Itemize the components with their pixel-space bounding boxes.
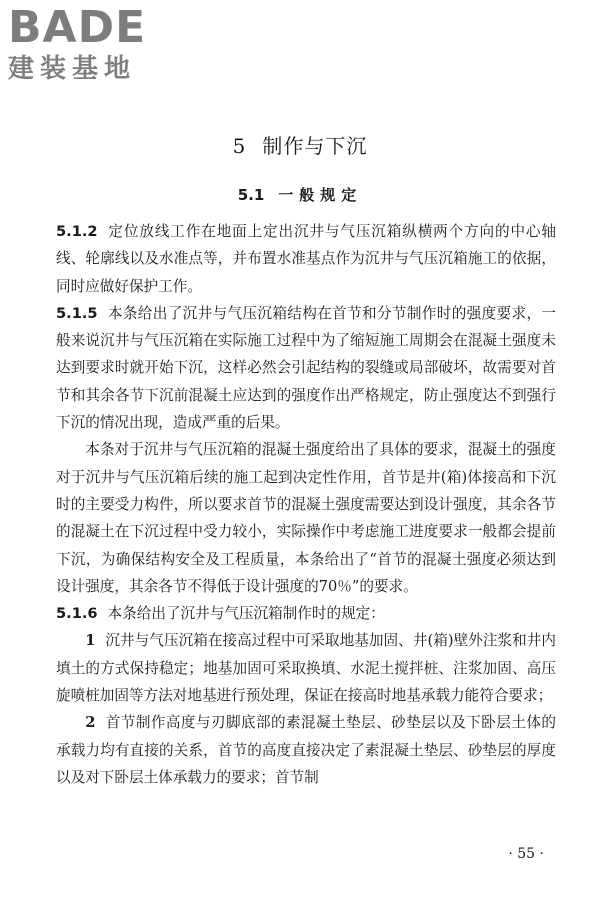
body-text: [56, 218, 556, 791]
section-number: 5.1: [237, 186, 265, 204]
clause-paragraph: [56, 218, 556, 300]
clause-number: 5.1.6: [56, 605, 98, 623]
paragraph-text: 定位放线工作在地面上定出沉井与气压沉箱纵横两个方向的中心轴线、轮廓线以及水准点等，并布置水准基点作为沉井与气压沉箱施工的依据，同时应做好保护工作。: [56, 223, 556, 295]
list-item: [56, 709, 556, 791]
list-item: [56, 627, 556, 709]
item-number: 1: [85, 632, 96, 650]
logo-subtitle: 建装基地: [8, 54, 137, 84]
body-paragraph: [56, 436, 556, 600]
clause-paragraph: [56, 600, 556, 627]
clause-paragraph: [56, 300, 556, 436]
paragraph-text: 本条给出了沉井与气压沉箱制作时的规定：: [107, 605, 385, 623]
paragraph-text: 本条给出了沉井与气压沉箱结构在首节和分节制作时的强度要求，一般来说沉井与气压沉箱在实际施工过程中为了缩短施工周期会在混凝土强度未达到要求时就开始下沉，这样必然会引起结构的裂缝或局部破坏，故需要对首节和其余各节下沉前混凝土应达到的强度作出严格规定，防止强度达不到强行下沉的情况出现，造成严重的后果。: [56, 304, 556, 432]
chapter-title: 制作与下沉: [262, 134, 368, 158]
item-number: 2: [85, 714, 96, 732]
paragraph-text: 本条对于沉井与气压沉箱的混凝土强度给出了具体的要求，混凝土的强度对于沉井与气压沉箱后续的施工起到决定性作用，首节是井(箱)体接高和下沉时的主要受力构件，所以要求首节的混凝土强度需要达到设计强度，其余各节的混凝土在下沉过程中受力较小，实际操作中考虑施工进度要求一般都会提前下沉，为确保结构安全及工程质量，本条给出了“首节的混凝土强度必须达到设计强度，其余各节不得低于设计强度的70％”的要求。: [56, 441, 556, 595]
logo-title: BADE: [8, 2, 147, 53]
clause-number: 5.1.2: [56, 223, 98, 240]
bade-logo: [8, 2, 178, 84]
chapter-number: 5: [232, 134, 247, 158]
chapter-heading: [0, 130, 600, 159]
paragraph-text: 首节制作高度与刃脚底部的素混凝土垫层、砂垫层以及下卧层土体的承载力均有直接的关系，首节的高度直接决定了素混凝土垫层、砂垫层的厚度以及对下卧层土体承载力的要求；首节制: [56, 714, 556, 786]
page-number: · 55 ·: [508, 846, 544, 862]
section-title: 一般规定: [278, 186, 363, 204]
paragraph-text: 沉井与气压沉箱在接高过程中可采取地基加固、井(箱)壁外注浆和井内填土的方式保持稳定；地基加固可采取换填、水泥土搅拌桩、注浆加固、高压旋喷桩加固等方法对地基进行预处理，保证在接高时地基承载力能符合要求；: [56, 632, 556, 705]
clause-number: 5.1.5: [56, 304, 98, 322]
section-heading: [0, 184, 600, 205]
